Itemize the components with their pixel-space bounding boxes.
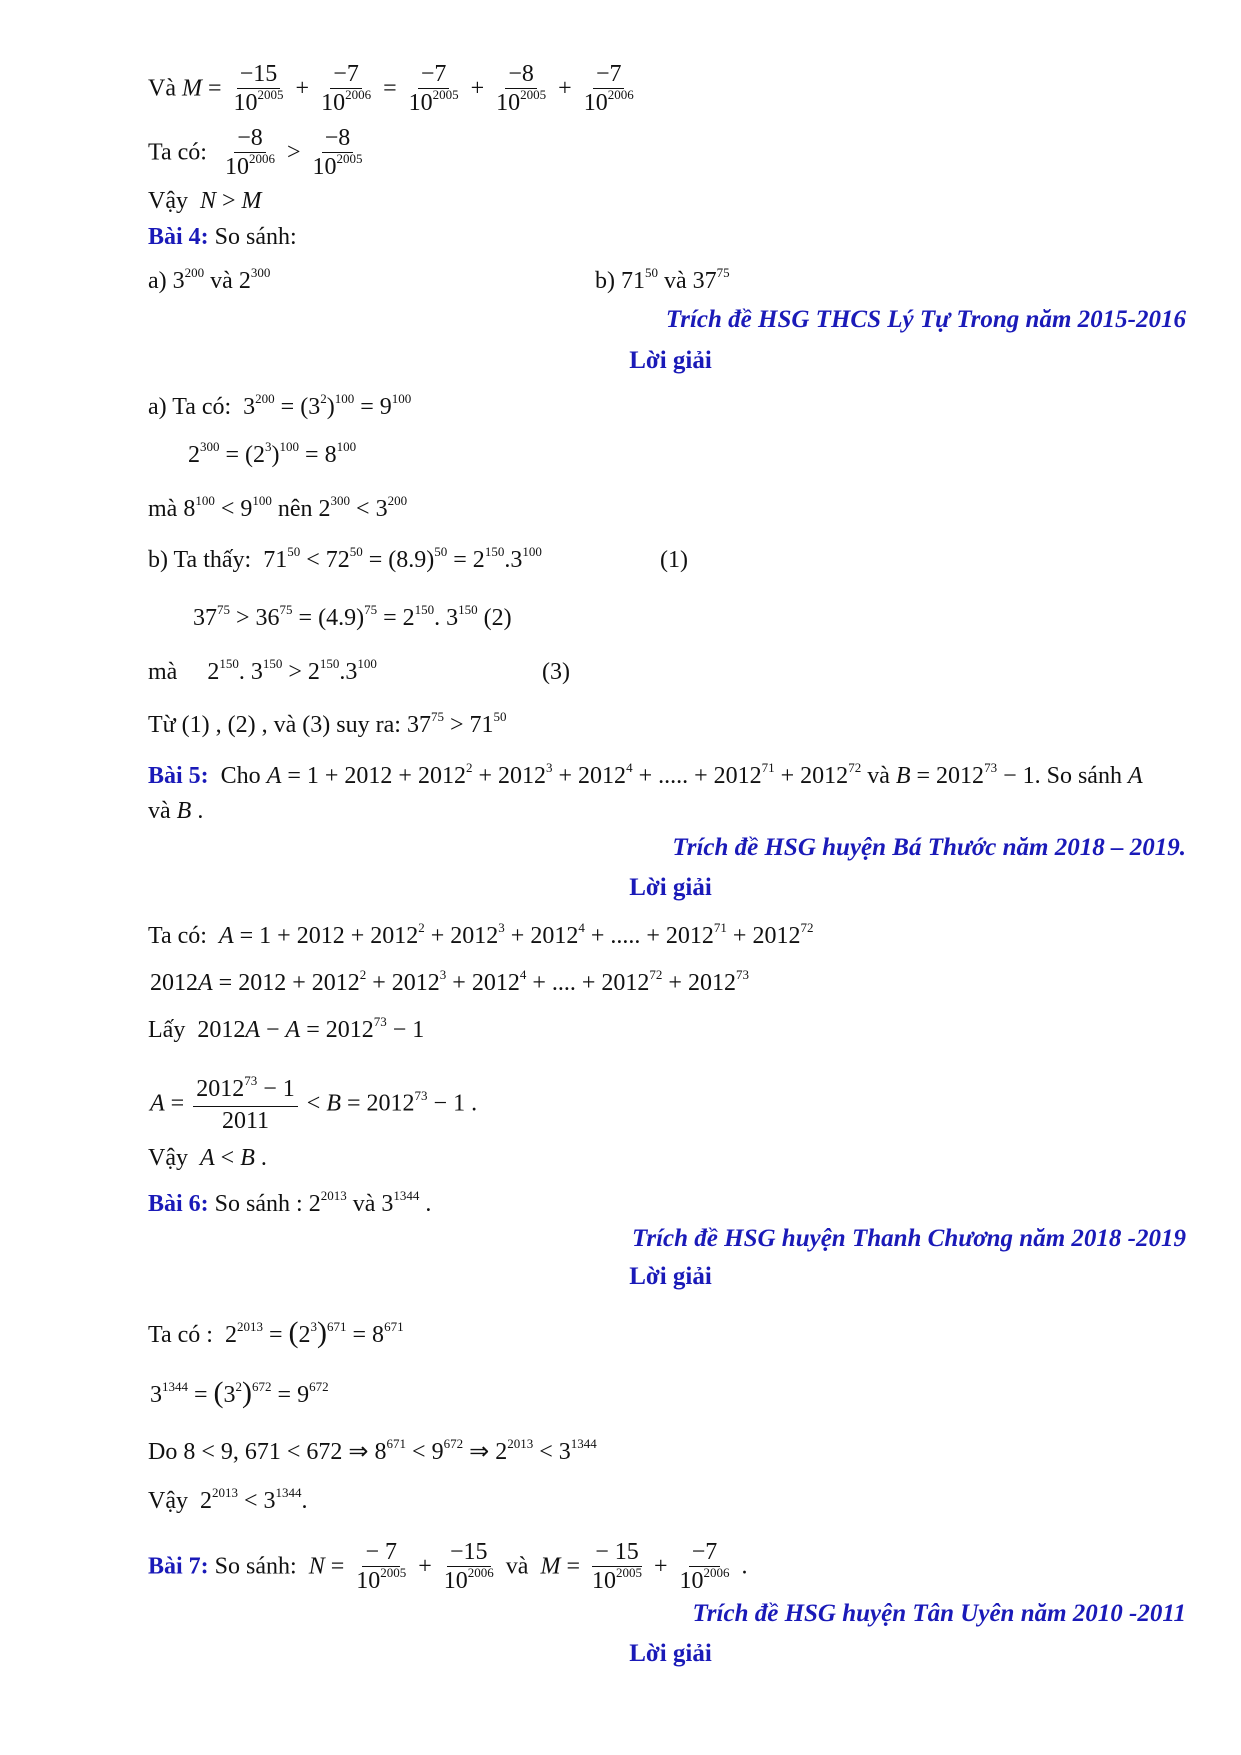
problem-4-heading: Bài 4: So sánh: xyxy=(148,224,297,250)
solution-4a-line2: $2^{300} = (2^3)^{100} = 8^{100}$ xyxy=(188,439,357,468)
problem-6-source: Trích đề HSG huyện Thanh Chương năm 2018 -2019 xyxy=(632,1225,1186,1252)
solution-5-line1: Ta có: $A = 1 + 2012 + 2012^2 + 2012^3 + 2012^4$ + ..... + $2012^{71} + 2012^{72}$ xyxy=(148,920,814,949)
problem-4-solution-heading: Lời giải xyxy=(629,347,712,374)
problem-4-part-a: a) $3^{200}$ và $2^{300}$ xyxy=(148,265,271,294)
line-m-definition: Và M = $\frac{-15}{10^{2005}}$ + $\frac{-7}{10^{2006}}$ = $\frac{-7}{10^{2005}}$ + $\frac{-8}{10^{2005}}$ + $\frac{-7}{10^{2006}}$ xyxy=(148,61,634,116)
line-conclusion-nm: Vậy N > M xyxy=(148,188,262,214)
solution-4b-line1: b) Ta thấy: $71^{50} < 72^{50} = (8.9)^{50} = 2^{150}.3^{100}$ xyxy=(148,544,542,573)
problem-7-solution-heading: Lời giải xyxy=(629,1640,712,1667)
problem-5-statement-end: và B . xyxy=(148,798,204,824)
solution-5-conclusion: Vậy A < B . xyxy=(148,1145,267,1171)
ref-1: (1) xyxy=(660,547,688,573)
solution-6-line2: $3^{1344} = (3^2)^{672} = 9^{672}$ xyxy=(150,1376,329,1409)
problem-6-solution-heading: Lời giải xyxy=(629,1263,712,1290)
solution-4b-conclusion: Từ (1) , (2) , và (3) suy ra: $37^{75} > 71^{50}$ xyxy=(148,709,507,738)
solution-6-line1: Ta có : $2^{2013} = (2^3)^{671} = 8^{671}$ xyxy=(148,1316,404,1349)
problem-7-source: Trích đề HSG huyện Tân Uyên năm 2010 -2011 xyxy=(692,1600,1186,1627)
problem-5-source: Trích đề HSG huyện Bá Thước năm 2018 – 2019. xyxy=(672,834,1186,861)
problem-5-solution-heading: Lời giải xyxy=(629,874,712,901)
solution-6-conclusion: Vậy $2^{2013} < 3^{1344}$. xyxy=(148,1485,308,1514)
solution-4b-line2: $37^{75} > 36^{75} = (4.9)^{75} = 2^{150}$. $3^{150}$ (2) xyxy=(193,602,512,631)
solution-5-line4: A = $\frac{2012^{73} - 1}{2011}$ < $B = 2012^{73} - 1$ . xyxy=(150,1073,478,1134)
solution-4a-line1: a) Ta có: $3^{200} = (3^2)^{100} = 9^{100}$ xyxy=(148,391,412,420)
problem-4-source: Trích đề HSG THCS Lý Tự Trong năm 2015-2016 xyxy=(665,306,1186,333)
solution-5-line2: $2012A = 2012 + 2012^2 + 2012^3 + 2012^4$ + .... + $2012^{72} + 2012^{73}$ xyxy=(150,967,749,996)
ref-3: (3) xyxy=(542,659,570,685)
solution-5-line3: Lấy $2012A - A = 2012^{73} - 1$ xyxy=(148,1014,425,1043)
problem-6-statement: Bài 6: So sánh : $2^{2013}$ và $3^{1344}$ . xyxy=(148,1188,432,1217)
solution-4a-line3: mà $8^{100} < 9^{100}$ nên $2^{300} < 3^{200}$ xyxy=(148,493,408,522)
line-compare-fractions: Ta có: $\frac{-8}{10^{2006}}$ > $\frac{-8}{10^{2005}}$ xyxy=(148,125,363,180)
problem-7-statement: Bài 7: So sánh: N = $\frac{- 7}{10^{2005}}$ + $\frac{-15}{10^{2006}}$ và M = $\frac{- 15}{10^{2005}}$ + $\frac{-7}{10^{2006}}$ . xyxy=(148,1539,748,1594)
problem-4-part-b: b) $71^{50}$ và $37^{75}$ xyxy=(595,265,730,294)
solution-6-line3: Do 8 < 9, 671 < 672 ⇒ $8^{671} < 9^{672}$ ⇒ $2^{2013} < 3^{1344}$ xyxy=(148,1436,597,1465)
problem-5-statement: Bài 5: Cho $A = 1 + 2012 + 2012^2 + 2012^3 + 2012^4$ + ..... + $2012^{71} + 2012^{72}$ và $B = 2012^{73} - 1$. So sánh A xyxy=(148,760,1143,789)
solution-4b-line3: mà $2^{150}$. $3^{150} > 2^{150}.3^{100}$ xyxy=(148,656,377,685)
